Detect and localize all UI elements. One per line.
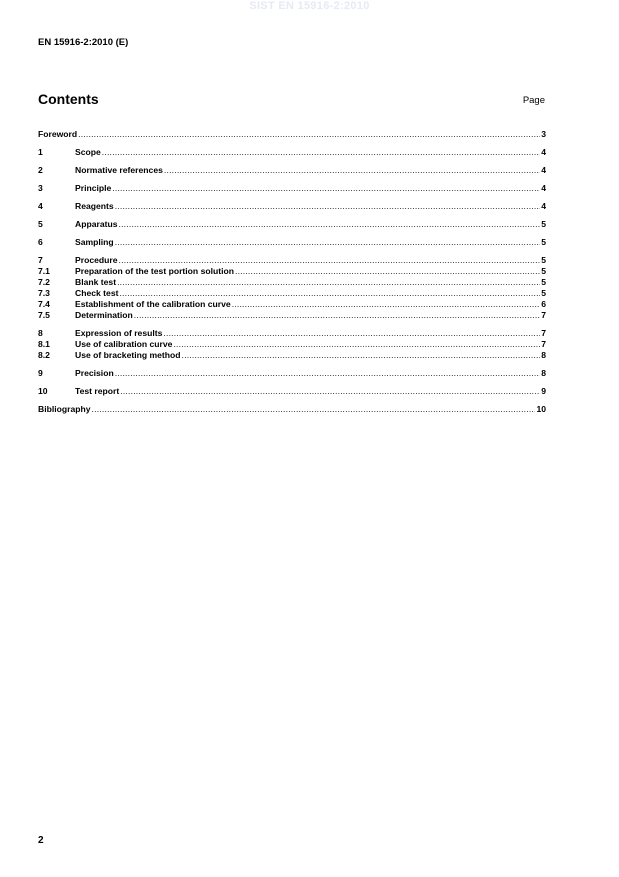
dot-leader xyxy=(78,129,540,140)
toc-entry-bracketing-method[interactable] xyxy=(38,350,546,361)
dot-leader xyxy=(163,328,540,339)
toc-entry-title: Expression of results xyxy=(75,328,163,338)
toc-entry-number: 9 xyxy=(38,368,43,378)
toc-entry-reagents[interactable] xyxy=(38,201,546,212)
dot-leader xyxy=(173,339,540,350)
dot-leader xyxy=(119,288,540,299)
toc-entry-page: 9 xyxy=(541,386,546,396)
toc-entry-test-report[interactable] xyxy=(38,386,546,397)
dot-leader xyxy=(92,404,536,415)
toc-entry-title: Bibliography xyxy=(38,404,91,414)
toc-entry-page: 8 xyxy=(541,368,546,378)
toc-entry-number: 8.2 xyxy=(38,350,50,360)
toc-entry-number: 3 xyxy=(38,183,43,193)
toc-entry-page: 5 xyxy=(541,288,546,298)
toc-entry-title: Scope xyxy=(75,147,101,157)
dot-leader xyxy=(102,147,540,158)
toc-entry-number: 7.3 xyxy=(38,288,50,298)
toc-entry-number: 7.2 xyxy=(38,277,50,287)
toc-entry-page: 7 xyxy=(541,328,546,338)
dot-leader xyxy=(120,386,540,397)
toc-entry-page: 10 xyxy=(536,404,546,414)
toc-entry-number: 8 xyxy=(38,328,43,338)
dot-leader xyxy=(235,266,540,277)
toc-entry-determination[interactable] xyxy=(38,310,546,321)
toc-entry-title: Reagents xyxy=(75,201,114,211)
page-number: 2 xyxy=(38,835,44,846)
toc-entry-foreword[interactable] xyxy=(38,129,546,140)
toc-entry-number: 10 xyxy=(38,386,48,396)
dot-leader xyxy=(117,277,540,288)
dot-leader xyxy=(182,350,541,361)
toc-entry-bibliography[interactable] xyxy=(38,404,546,415)
toc-entry-page: 3 xyxy=(541,129,546,139)
toc-entry-title: Use of calibration curve xyxy=(75,339,173,349)
dot-leader xyxy=(119,219,541,230)
toc-entry-principle[interactable] xyxy=(38,183,546,194)
toc-entry-page: 5 xyxy=(541,219,546,229)
toc-entry-number: 1 xyxy=(38,147,43,157)
toc-entry-page: 7 xyxy=(541,310,546,320)
toc-entry-preparation[interactable] xyxy=(38,266,546,277)
toc-entry-check-test[interactable] xyxy=(38,288,546,299)
toc-entry-title: Normative references xyxy=(75,165,163,175)
toc-entry-page: 4 xyxy=(541,147,546,157)
toc-entry-title: Preparation of the test portion solution xyxy=(75,266,234,276)
toc-entry-page: 5 xyxy=(541,237,546,247)
document-id: EN 15916-2:2010 (E) xyxy=(38,37,129,48)
dot-leader xyxy=(232,299,541,310)
toc-entry-page: 4 xyxy=(541,183,546,193)
dot-leader xyxy=(164,165,540,176)
toc-entry-precision[interactable] xyxy=(38,368,546,379)
dot-leader xyxy=(112,183,540,194)
toc-entry-number: 7.4 xyxy=(38,299,50,309)
dot-leader xyxy=(115,368,541,379)
contents-heading: Contents xyxy=(38,91,99,107)
dot-leader xyxy=(119,255,541,266)
toc-entry-number: 8.1 xyxy=(38,339,50,349)
toc-entry-title: Apparatus xyxy=(75,219,118,229)
toc-entry-title: Determination xyxy=(75,310,133,320)
toc-entry-title: Check test xyxy=(75,288,119,298)
toc-entry-blank-test[interactable] xyxy=(38,277,546,288)
toc-entry-use-calibration-curve[interactable] xyxy=(38,339,546,350)
toc-entry-title: Test report xyxy=(75,386,120,396)
dot-leader xyxy=(115,237,541,248)
toc-entry-sampling[interactable] xyxy=(38,237,546,248)
toc-entry-number: 2 xyxy=(38,165,43,175)
toc-entry-title: Blank test xyxy=(75,277,117,287)
toc-entry-number: 4 xyxy=(38,201,43,211)
toc-entry-number: 7 xyxy=(38,255,43,265)
dot-leader xyxy=(115,201,541,212)
toc-entry-page: 4 xyxy=(541,201,546,211)
toc-entry-number: 5 xyxy=(38,219,43,229)
toc-entry-number: 6 xyxy=(38,237,43,247)
toc-entry-apparatus[interactable] xyxy=(38,219,546,230)
toc-entry-title: Use of bracketing method xyxy=(75,350,181,360)
toc-entry-procedure[interactable] xyxy=(38,255,546,266)
page-column-label: Page xyxy=(522,95,545,106)
toc-entry-normative-references[interactable] xyxy=(38,165,546,176)
toc-entry-page: 5 xyxy=(541,277,546,287)
toc-entry-page: 4 xyxy=(541,165,546,175)
watermark: SIST EN 15916-2:2010 xyxy=(249,0,370,12)
toc-entry-expression-of-results[interactable] xyxy=(38,328,546,339)
toc-entry-title: Principle xyxy=(75,183,112,193)
table-of-contents xyxy=(38,129,546,415)
toc-entry-title: Precision xyxy=(75,368,114,378)
toc-entry-number: 7.1 xyxy=(38,266,50,276)
toc-entry-title: Foreword xyxy=(38,129,78,139)
toc-entry-title: Procedure xyxy=(75,255,118,265)
toc-entry-number: 7.5 xyxy=(38,310,50,320)
toc-entry-title: Sampling xyxy=(75,237,114,247)
toc-entry-page: 5 xyxy=(541,255,546,265)
toc-entry-title: Establishment of the calibration curve xyxy=(75,299,231,309)
toc-entry-calibration-curve[interactable] xyxy=(38,299,546,310)
toc-entry-page: 8 xyxy=(541,350,546,360)
toc-entry-page: 5 xyxy=(541,266,546,276)
toc-entry-scope[interactable] xyxy=(38,147,546,158)
toc-entry-page: 7 xyxy=(541,339,546,349)
dot-leader xyxy=(134,310,540,321)
toc-entry-page: 6 xyxy=(541,299,546,309)
